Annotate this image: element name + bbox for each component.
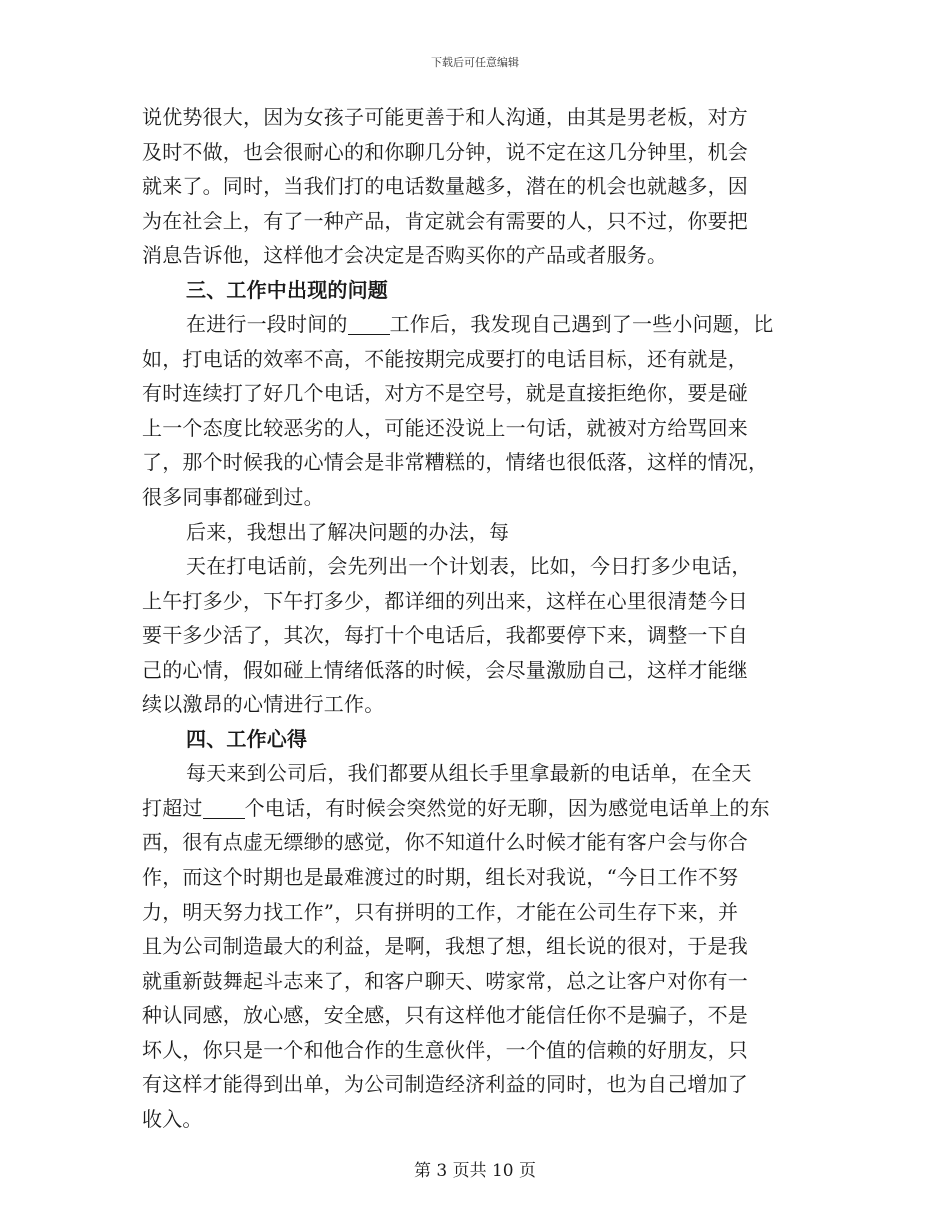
document-body: [142, 100, 806, 1136]
paragraph-line: 且为公司制造最大的利益，是啊，我想了想，组长说的很对，于是我: [142, 934, 748, 959]
paragraph-line: 上一个态度比较恶劣的人，可能还没说上一句话，就被对方给骂回来: [142, 415, 748, 440]
paragraph-line: 续以激昂的心情进行工作。: [142, 692, 385, 717]
paragraph-line: 收入。: [142, 1106, 203, 1131]
paragraph-line: 为在社会上，有了一种产品，肯定就会有需要的人，只不过，你要把: [142, 208, 748, 233]
paragraph-line: [142, 791, 806, 826]
paragraph-line: 天在打电话前，会先列出一个计划表，比如，今日打多少电话，: [186, 554, 752, 579]
text-span: 个电话，有时候会突然觉的好无聊，因为感觉电话单上的东: [244, 795, 770, 820]
paragraph-line: 就重新鼓舞起斗志来了，和客户聊天、唠家常，总之让客户对你有一: [142, 968, 748, 993]
paragraph-line: 说优势很大，因为女孩子可能更善于和人沟通，由其是男老板，对方: [142, 105, 748, 129]
page-header: 下载后可任意编辑: [431, 56, 519, 69]
text-span: 在进行一段时间的: [186, 312, 348, 337]
paragraph-line: 消息告诉他，这样他才会决定是否购买你的产品或者服务。: [142, 243, 668, 268]
page-number: 第 3 页共 10 页: [413, 1161, 537, 1181]
fill-in-blank: [203, 798, 245, 819]
section-heading-problems: 三、工作中出现的问题: [186, 277, 388, 302]
text-span: 工作后，我发现自己遇到了一些小问题，比: [389, 312, 774, 337]
paragraph-line: 有时连续打了好几个电话，对方不是空号，就是直接拒绝你，要是碰: [142, 381, 748, 406]
paragraph-line: 有这样才能得到出单，为公司制造经济利益的同时，也为自己增加了: [142, 1072, 748, 1097]
paragraph-line: 种认同感，放心感，安全感，只有这样他才能信任你不是骗子，不是: [142, 1003, 748, 1028]
paragraph-line: 后来，我想出了解决问题的办法，每: [186, 519, 510, 544]
paragraph-line: 力，明天努力找工作”，只有拼明的工作，才能在公司生存下来，并: [142, 899, 739, 924]
paragraph-line: 就来了。同时，当我们打的电话数量越多，潜在的机会也就越多，因: [142, 174, 748, 199]
paragraph-line: 西，很有点虚无缥缈的感觉，你不知道什么时候才能有客户会与你合: [142, 830, 748, 855]
paragraph-line: 坏人，你只是一个和他合作的生意伙伴，一个值的信赖的好朋友，只: [142, 1037, 748, 1062]
paragraph-line: 作，而这个时期也是最难渡过的时期，组长对我说，“今日工作不努: [142, 865, 739, 890]
paragraph-line: 每天来到公司后，我们都要从组长手里拿最新的电话单，在全天: [186, 761, 752, 786]
paragraph-line: 己的心情，假如碰上情绪低落的时候，会尽量激励自己，这样才能继: [142, 657, 748, 682]
text-span: 打超过: [142, 795, 203, 820]
paragraph-line: 了，那个时候我的心情会是非常糟糕的，情绪也很低落，这样的情况，: [142, 450, 769, 475]
paragraph-line: 及时不做，也会很耐心的和你聊几分钟，说不定在这几分钟里，机会: [142, 139, 748, 164]
paragraph-line: 很多同事都碰到过。: [142, 485, 324, 510]
paragraph-line: 上午打多少，下午打多少，都详细的列出来，这样在心里很清楚今日: [142, 588, 748, 613]
section-heading-insights: 四、工作心得: [186, 726, 308, 751]
paragraph-line: 如，打电话的效率不高，不能按期完成要打的电话目标，还有就是，: [142, 346, 748, 371]
fill-in-blank: [348, 314, 390, 335]
paragraph-line: [142, 307, 806, 342]
paragraph-line: 要干多少活了，其次，每打十个电话后，我都要停下来，调整一下自: [142, 623, 748, 648]
